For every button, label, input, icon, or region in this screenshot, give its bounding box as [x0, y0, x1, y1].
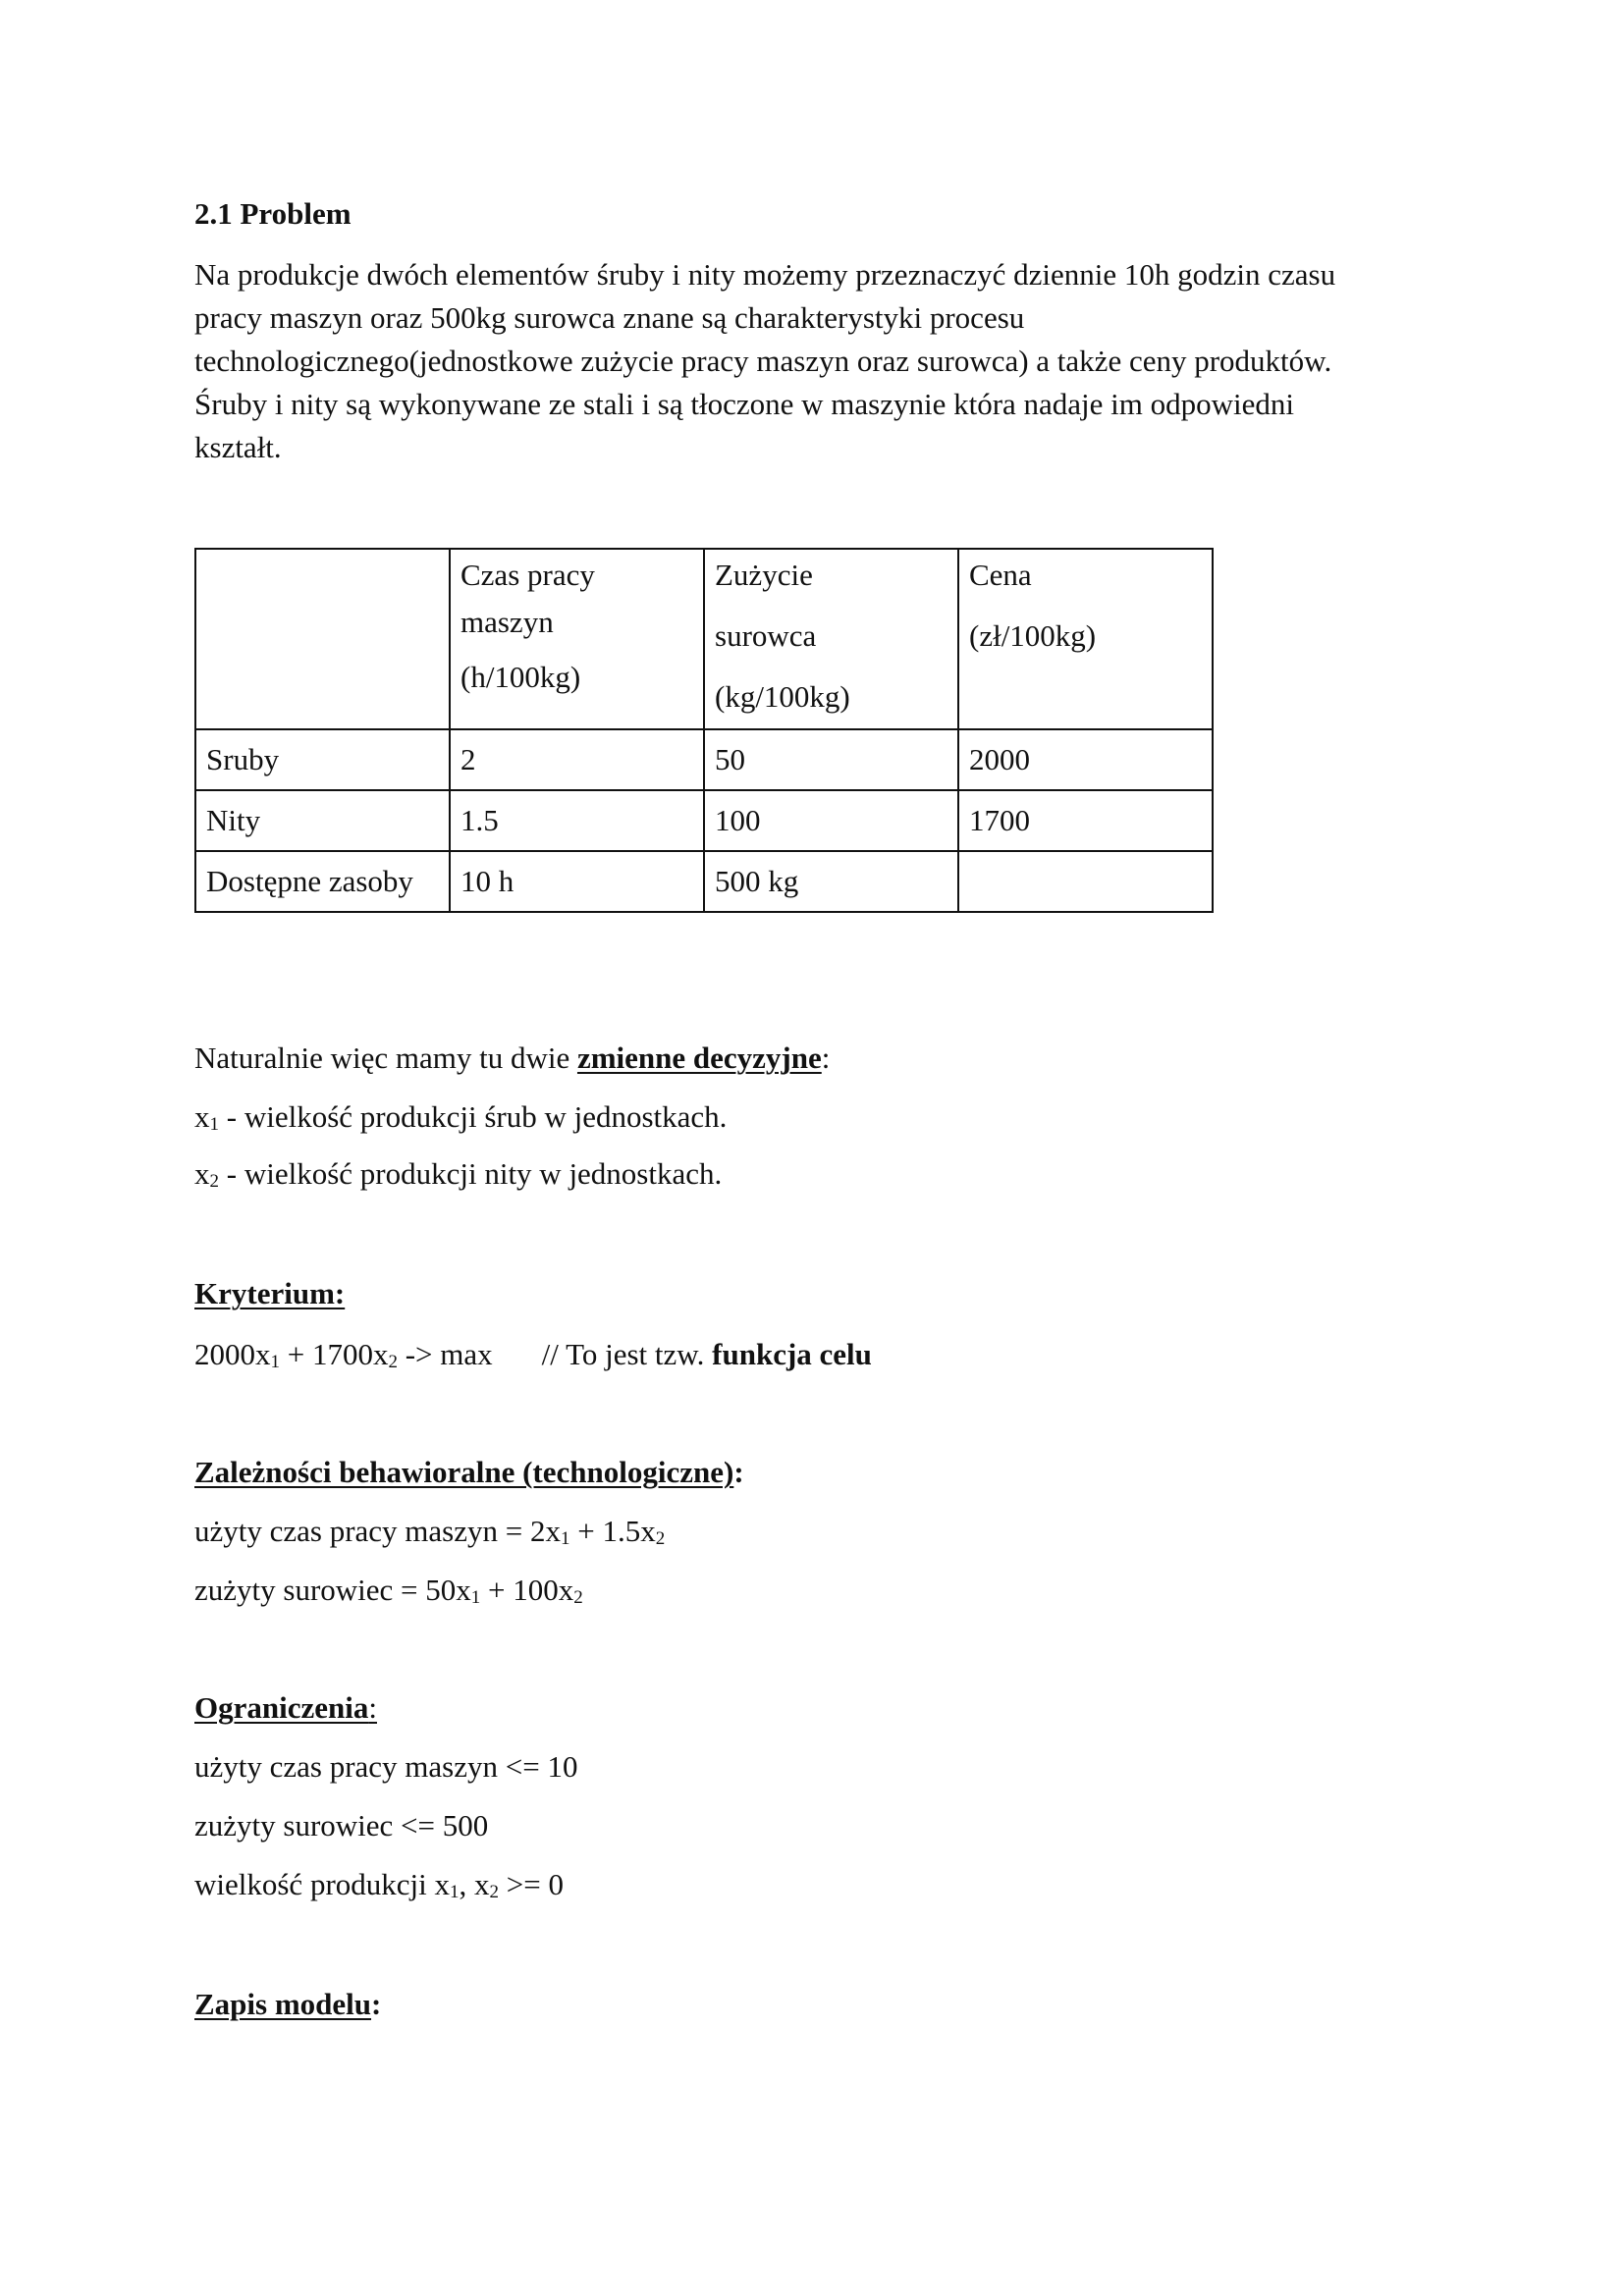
table-row	[195, 729, 1213, 790]
subscript: 1	[270, 1352, 280, 1372]
problem-paragraph-line-1: Na produkcje dwóch elementów śruby i nity możemy przeznaczyć dziennie 10h godzin czasu	[194, 257, 1336, 292]
term: + 100x	[480, 1573, 574, 1607]
colon: :	[733, 1455, 744, 1489]
intro-text: Naturalnie więc mamy tu dwie	[194, 1041, 577, 1075]
subscript: 1	[450, 1882, 460, 1902]
term: >= 0	[499, 1867, 564, 1901]
header-line: Cena	[969, 558, 1032, 592]
var: x	[194, 1099, 210, 1134]
subscript: 1	[209, 1114, 219, 1135]
table-cell: 2	[450, 729, 704, 790]
desc: - wielkość produkcji nity w jednostkach.	[219, 1156, 723, 1191]
term: + 1.5x	[569, 1514, 656, 1548]
table-cell: 2000	[958, 729, 1213, 790]
problem-paragraph-line-5: kształt.	[194, 430, 282, 464]
table-row	[195, 790, 1213, 851]
header-line: Czas pracy	[460, 558, 595, 592]
constraints-heading	[194, 1686, 377, 1730]
colon: :	[368, 1690, 377, 1725]
table-cell: Dostępne zasoby	[195, 851, 450, 912]
table-cell: 100	[704, 790, 958, 851]
header-line: (zł/100kg)	[969, 618, 1097, 653]
header-line: Zużycie	[715, 558, 813, 592]
model-heading	[194, 1983, 381, 2026]
constraint-nonnegativity	[194, 1863, 564, 1906]
machine-time-relation	[194, 1510, 665, 1553]
constraint-machine-time: użyty czas pracy maszyn <= 10	[194, 1749, 578, 1784]
decision-variables-intro	[194, 1037, 830, 1080]
term: wielkość produkcji x	[194, 1867, 451, 1901]
table-cell	[958, 851, 1213, 912]
term: , x	[459, 1867, 490, 1901]
material-relation	[194, 1569, 583, 1612]
subscript: 1	[560, 1528, 570, 1549]
heading-text: Zależności behawioralne (technologiczne)	[194, 1455, 734, 1489]
var: x	[194, 1156, 210, 1191]
term: zużyty surowiec = 50x	[194, 1573, 471, 1607]
table-cell: 500 kg	[704, 851, 958, 912]
term: 2000x	[194, 1337, 271, 1371]
subscript: 2	[573, 1587, 583, 1608]
subscript: 1	[470, 1587, 481, 1608]
table-header-machine-time	[450, 549, 704, 729]
comment-bold: funkcja celu	[712, 1337, 872, 1371]
header-line: (kg/100kg)	[715, 679, 850, 714]
table-cell: 50	[704, 729, 958, 790]
table-cell: 1700	[958, 790, 1213, 851]
variable-x2-definition	[194, 1152, 722, 1196]
table-header-empty	[195, 549, 450, 729]
colon: :	[371, 1987, 382, 2021]
resources-table	[194, 548, 1214, 913]
desc: - wielkość produkcji śrub w jednostkach.	[219, 1099, 728, 1134]
term: użyty czas pracy maszyn = 2x	[194, 1514, 561, 1548]
table-header-price	[958, 549, 1213, 729]
heading-text: Ograniczenia	[194, 1690, 369, 1725]
term: -> max	[397, 1337, 493, 1371]
table-row	[195, 851, 1213, 912]
table-header-row	[195, 549, 1213, 729]
term: + 1700x	[280, 1337, 389, 1371]
constraint-material: zużyty surowiec <= 500	[194, 1808, 489, 1842]
table-header-material-usage	[704, 549, 958, 729]
subscript: 2	[489, 1882, 500, 1902]
subscript: 2	[655, 1528, 666, 1549]
subscript: 2	[209, 1171, 219, 1192]
problem-paragraph-line-2: pracy maszyn oraz 500kg surowca znane są charakterystyki procesu	[194, 300, 1025, 335]
decision-variables-term: zmienne decyzyjne	[576, 1041, 822, 1075]
heading-text: Zapis modelu	[194, 1987, 372, 2021]
table-cell: 1.5	[450, 790, 704, 851]
header-line: surowca	[715, 618, 817, 653]
criterion-heading: Kryterium:	[194, 1276, 346, 1310]
header-line: (h/100kg)	[460, 660, 581, 694]
comment: // To jest tzw.	[541, 1337, 713, 1371]
table-cell: Nity	[195, 790, 450, 851]
subscript: 2	[388, 1352, 398, 1372]
behavioral-heading	[194, 1451, 744, 1494]
table-cell: Sruby	[195, 729, 450, 790]
header-line: maszyn	[460, 605, 554, 639]
section-title: 2.1 Problem	[194, 196, 352, 231]
colon: :	[821, 1041, 831, 1075]
objective-function	[194, 1333, 872, 1376]
problem-paragraph-line-4: Śruby i nity są wykonywane ze stali i są tłoczone w maszynie która nadaje im odpowiedni	[194, 387, 1295, 421]
table-cell: 10 h	[450, 851, 704, 912]
variable-x1-definition	[194, 1095, 727, 1139]
problem-paragraph-line-3: technologicznego(jednostkowe zużycie pracy maszyn oraz surowca) a także ceny produktów.	[194, 344, 1332, 378]
